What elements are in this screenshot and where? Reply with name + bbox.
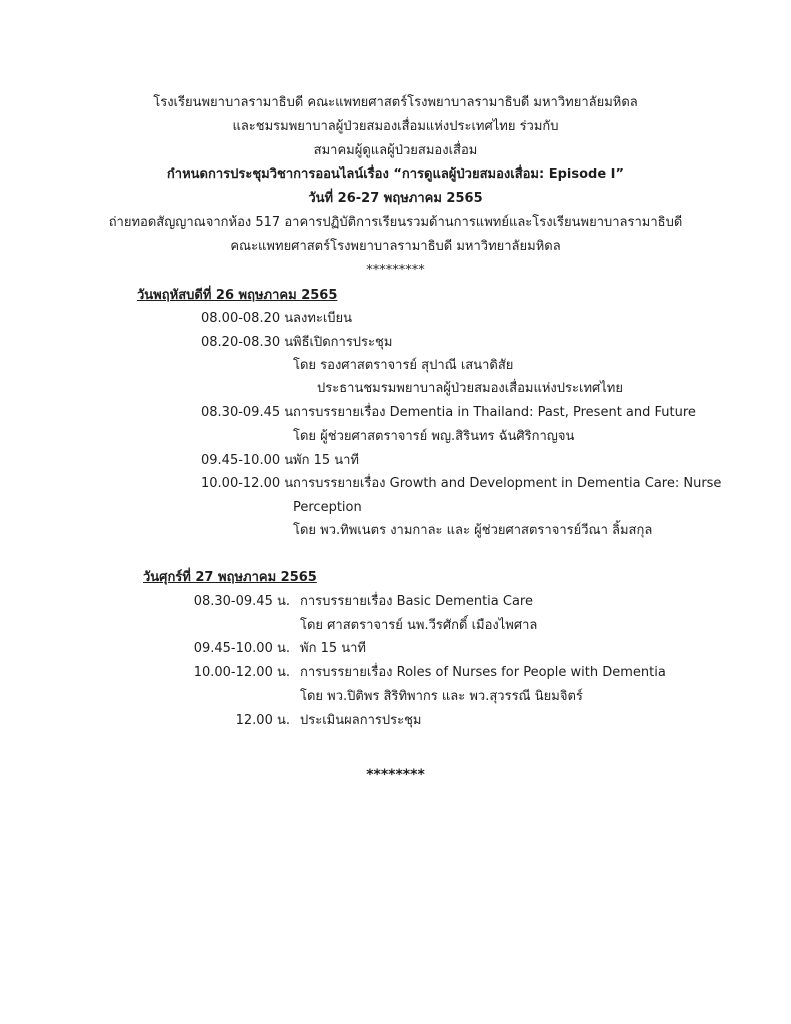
schedule-activity: การบรรยายเรื่อง Dementia in Thailand: Past, Present and Future	[293, 405, 696, 420]
schedule-speaker: โดย พว.ทิพเนตร งามกาละ และ ผู้ช่วยศาสตราจารย์วีณา ลิ้มสกุล	[293, 523, 653, 538]
schedule-activity: การบรรยายเรื่อง Basic Dementia Care	[300, 594, 533, 609]
schedule-activity-continued: Perception	[293, 500, 362, 515]
organizer-line-2: และชมรมพยาบาลผู้ป่วยสมองเสื่อมแห่งประเทศไทย ร่วมกับ	[232, 119, 559, 134]
event-date: วันที่ 26-27 พฤษภาคม 2565	[308, 191, 483, 206]
schedule-speaker: โดย ศาสตราจารย์ นพ.วีรศักดิ์ เมืองไพศาล	[300, 618, 538, 633]
organizer-line-3: สมาคมผู้ดูแลผู้ป่วยสมองเสื่อม	[313, 143, 478, 158]
schedule-speaker: โดย ผู้ช่วยศาสตราจารย์ พญ.สิรินทร ฉันศิริกาญจน	[293, 429, 575, 444]
schedule-time: 08.30-09.45 น.	[193, 594, 290, 609]
schedule-time: 12.00 น.	[235, 713, 290, 728]
schedule-time: 09.45-10.00 น.	[193, 641, 290, 656]
schedule-time: 10.00-12.00 น.	[193, 665, 290, 680]
schedule-time: 10.00-12.00 น.	[201, 476, 298, 491]
schedule-activity: พัก 15 นาที	[293, 453, 360, 468]
footer-separator: ********	[366, 767, 425, 783]
schedule-activity: การบรรยายเรื่อง Roles of Nurses for People with Dementia	[300, 665, 666, 680]
schedule-activity: การบรรยายเรื่อง Growth and Development in Dementia Care: Nurse	[293, 476, 722, 491]
schedule-activity: พิธีเปิดการประชุม	[293, 335, 393, 350]
schedule-time: 09.45-10.00 น.	[201, 453, 298, 468]
venue-line-1: ถ่ายทอดสัญญาณจากห้อง 517 อาคารปฏิบัติการเรียนรวมด้านการแพทย์และโรงเรียนพยาบาลรามาธิบดี	[108, 215, 683, 230]
schedule-time: 08.30-09.45 น.	[201, 405, 298, 420]
header-separator: *********	[366, 263, 425, 278]
document-title: กำหนดการประชุมวิชาการออนไลน์เรื่อง “การดูแลผู้ป่วยสมองเสื่อม: Episode I”	[166, 167, 625, 182]
schedule-speaker: โดย รองศาสตราจารย์ สุปาณี เสนาดิสัย	[293, 358, 514, 373]
schedule-activity: ลงทะเบียน	[293, 311, 353, 326]
venue-line-2: คณะแพทยศาสตร์โรงพยาบาลรามาธิบดี มหาวิทยาลัยมหิดล	[230, 239, 561, 254]
schedule-activity: ประเมินผลการประชุม	[300, 713, 422, 728]
schedule-speaker: โดย พว.ปิติพร สิริทิพากร และ พว.สุวรรณี นิยมจิตร์	[300, 689, 583, 704]
schedule-activity: พัก 15 นาที	[300, 641, 367, 656]
organizer-line-1: โรงเรียนพยาบาลรามาธิบดี คณะแพทยศาสตร์โรงพยาบาลรามาธิบดี มหาวิทยาลัยมหิดล	[153, 95, 638, 110]
day2-heading: วันศุกร์ที่ 27 พฤษภาคม 2565	[143, 570, 317, 585]
schedule-time: 08.20-08.30 น.	[201, 335, 298, 350]
day1-heading: วันพฤหัสบดีที่ 26 พฤษภาคม 2565	[137, 288, 338, 303]
schedule-time: 08.00-08.20 น.	[201, 311, 298, 326]
schedule-speaker-title: ประธานชมรมพยาบาลผู้ป่วยสมองเสื่อมแห่งประเทศไทย	[317, 381, 623, 396]
